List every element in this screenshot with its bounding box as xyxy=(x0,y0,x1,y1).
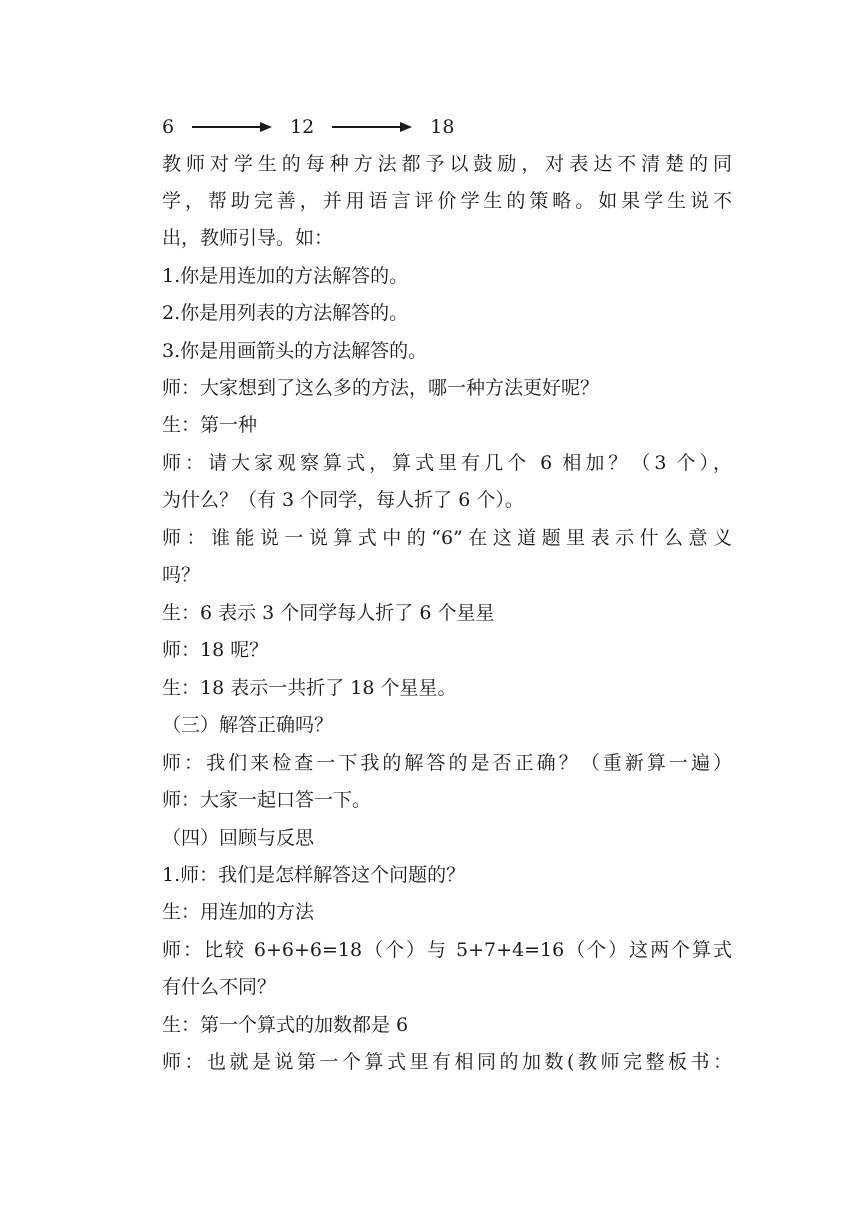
dialogue-line: 师：大家一起口答一下。 xyxy=(162,789,372,811)
dialogue-line: 师：大家想到了这么多的方法，哪一种方法更好呢？ xyxy=(162,377,600,399)
dialogue-line: 生：用连加的方法 xyxy=(162,901,315,923)
dialogue-line: 师：请大家观察算式，算式里有几个 6 相加？（3 个）， xyxy=(162,452,732,474)
dialogue-line: 师：谁能说一说算式中的“6”在这道题里表示什么意义 xyxy=(162,527,732,549)
right-arrow-icon xyxy=(332,121,412,133)
dialogue-line: 为什么？（有 3 个同学，每人折了 6 个）。 xyxy=(162,489,524,511)
number-sequence xyxy=(162,111,732,143)
dialogue-line: 生：第一种 xyxy=(162,414,258,436)
dialogue-line: 1.师：我们是怎样解答这个问题的？ xyxy=(162,864,466,886)
dialogue-line: 吗？ xyxy=(162,564,201,586)
sequence-number-2: 12 xyxy=(290,116,315,138)
paragraph-line: 学，帮助完善，并用语言评价学生的策略。如果学生说不 xyxy=(162,190,732,212)
list-item: 3.你是用画箭头的方法解答的。 xyxy=(162,340,428,362)
dialogue-line: 师：比较 6+6+6=18（个）与 5+7+4=16（个）这两个算式 xyxy=(162,939,732,961)
sequence-number-1: 6 xyxy=(162,116,175,138)
paragraph-line: 教师对学生的每种方法都予以鼓励，对表达不清楚的同 xyxy=(162,153,732,175)
dialogue-line: 生：18 表示一共折了 18 个星星。 xyxy=(162,677,457,699)
dialogue-line: 师：也就是说第一个算式里有相同的加数(教师完整板书： xyxy=(162,1051,732,1073)
section-heading: （三）解答正确吗？ xyxy=(162,714,334,736)
section-heading: （四）回顾与反思 xyxy=(162,827,315,849)
dialogue-line: 师：我们来检查一下我的解答的是否正确？（重新算一遍） xyxy=(162,752,732,774)
sequence-number-3: 18 xyxy=(430,116,455,138)
dialogue-line: 生：6 表示 3 个同学每人折了 6 个星星 xyxy=(162,602,495,624)
dialogue-line: 师：18 呢？ xyxy=(162,639,269,661)
dialogue-line: 有什么不同？ xyxy=(162,976,277,998)
list-item: 1.你是用连加的方法解答的。 xyxy=(162,265,409,287)
paragraph-line: 出，教师引导。如： xyxy=(162,227,334,249)
right-arrow-icon xyxy=(192,121,272,133)
list-item: 2.你是用列表的方法解答的。 xyxy=(162,302,409,324)
dialogue-line: 生：第一个算式的加数都是 6 xyxy=(162,1014,409,1036)
